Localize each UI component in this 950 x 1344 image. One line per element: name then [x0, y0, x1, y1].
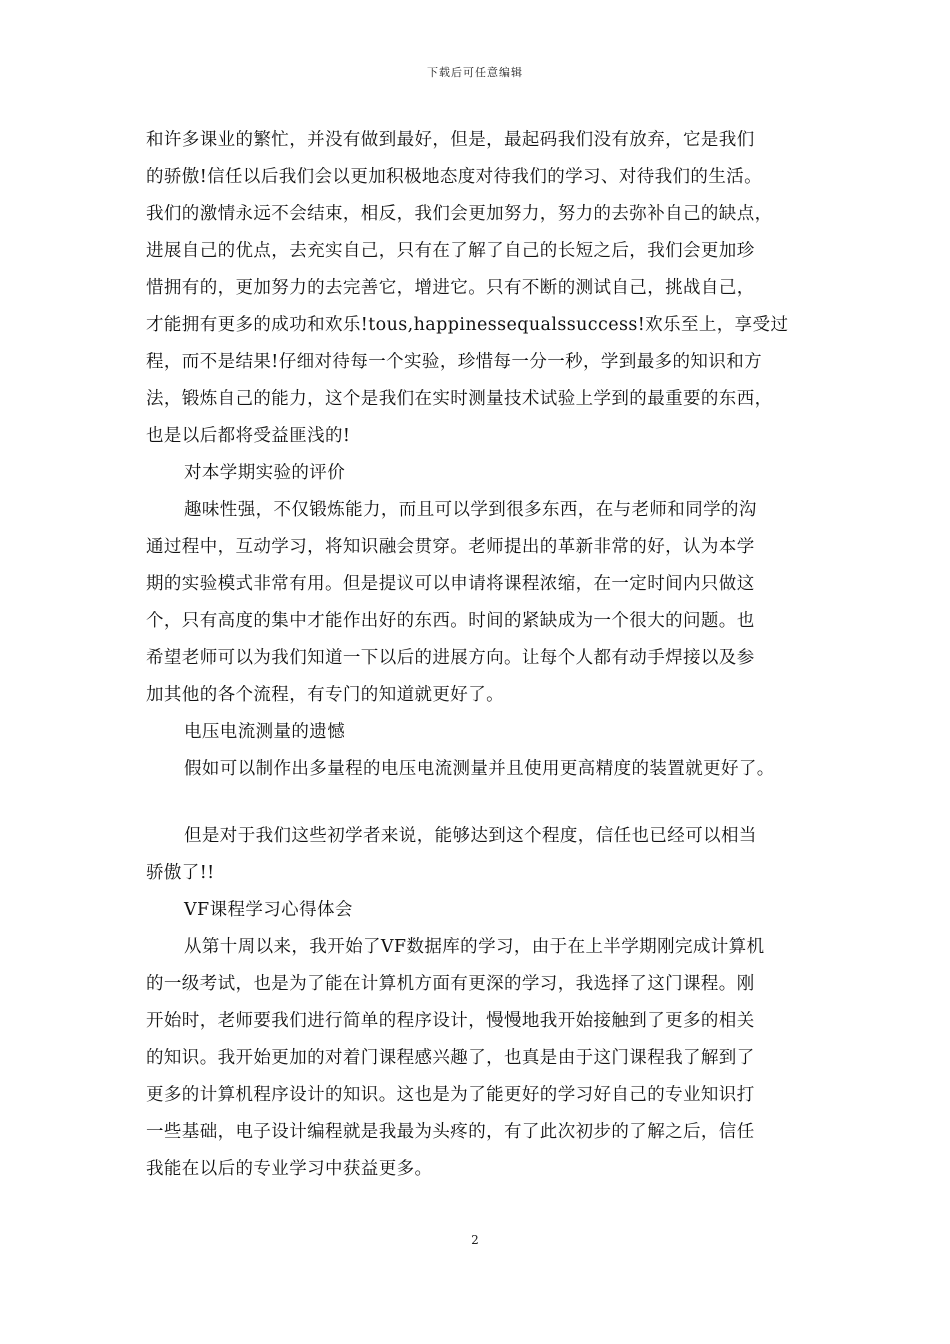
text-line: 希望老师可以为我们知道一下以后的进展方向。让每个人都有动手焊接以及参 — [146, 648, 755, 668]
text-line: 一些基础，电子设计编程就是我最为头疼的，有了此次初步的了解之后，信任 — [146, 1122, 755, 1142]
text-line: 但是对于我们这些初学者来说，能够达到这个程度，信任也已经可以相当 — [184, 826, 757, 846]
text-line: 的骄傲!信任以后我们会以更加积极地态度对待我们的学习、对待我们的生活。 — [146, 167, 763, 187]
text-line: 个，只有高度的集中才能作出好的东西。时间的紧缺成为一个很大的问题。也 — [146, 611, 755, 631]
page-header: 下载后可任意编辑 — [427, 66, 523, 79]
text-line: 惜拥有的，更加努力的去完善它，增进它。只有不断的测试自己，挑战自己， — [146, 278, 755, 298]
text-line: 和许多课业的繁忙，并没有做到最好，但是，最起码我们没有放弃，它是我们 — [146, 130, 755, 150]
paragraph-gap — [146, 788, 826, 818]
text-line: 我能在以后的专业学习中获益更多。 — [146, 1159, 433, 1179]
text-line: 程，而不是结果!仔细对待每一个实验，珍惜每一分一秒，学到最多的知识和方 — [146, 352, 763, 372]
text-line: 进展自己的优点，去充实自己，只有在了解了自己的长短之后，我们会更加珍 — [146, 241, 755, 261]
text-line: 的一级考试，也是为了能在计算机方面有更深的学习，我选择了这门课程。刚 — [146, 974, 755, 994]
text-line: 加其他的各个流程，有专门的知道就更好了。 — [146, 685, 504, 705]
text-line: 才能拥有更多的成功和欢乐!tous,happinessequalssuccess!欢乐至上，享受过 — [146, 315, 789, 335]
section-heading-evaluation: 对本学期实验的评价 — [184, 463, 346, 483]
text-line: 期的实验模式非常有用。但是提议可以申请将课程浓缩，在一定时间内只做这 — [146, 574, 755, 594]
text-line: 从第十周以来，我开始了VF数据库的学习，由于在上半学期刚完成计算机 — [184, 937, 765, 957]
section-heading-regret: 电压电流测量的遗憾 — [184, 722, 346, 742]
text-line: 的知识。我开始更加的对着门课程感兴趣了，也真是由于这门课程我了解到了 — [146, 1048, 755, 1068]
text-line: 法，锻炼自己的能力，这个是我们在实时测量技术试验上学到的最重要的东西， — [146, 389, 773, 409]
text-line: 我们的激情永远不会结束，相反，我们会更加努力，努力的去弥补自己的缺点， — [146, 204, 773, 224]
page-number: 2 — [471, 1233, 479, 1247]
text-line: 开始时，老师要我们进行简单的程序设计，慢慢地我开始接触到了更多的相关 — [146, 1011, 755, 1031]
text-line: 趣味性强，不仅锻炼能力，而且可以学到很多东西，在与老师和同学的沟 — [184, 500, 757, 520]
text-line: 也是以后都将受益匪浅的! — [146, 426, 351, 446]
text-line: 骄傲了!! — [146, 863, 215, 883]
text-line: 假如可以制作出多量程的电压电流测量并且使用更高精度的装置就更好了。 — [184, 759, 775, 779]
text-line: 更多的计算机程序设计的知识。这也是为了能更好的学习好自己的专业知识打 — [146, 1085, 755, 1105]
document-body — [146, 122, 826, 1188]
section-heading-vf-course: VF课程学习心得体会 — [184, 900, 353, 920]
text-line: 通过程中，互动学习，将知识融会贯穿。老师提出的革新非常的好，认为本学 — [146, 537, 755, 557]
